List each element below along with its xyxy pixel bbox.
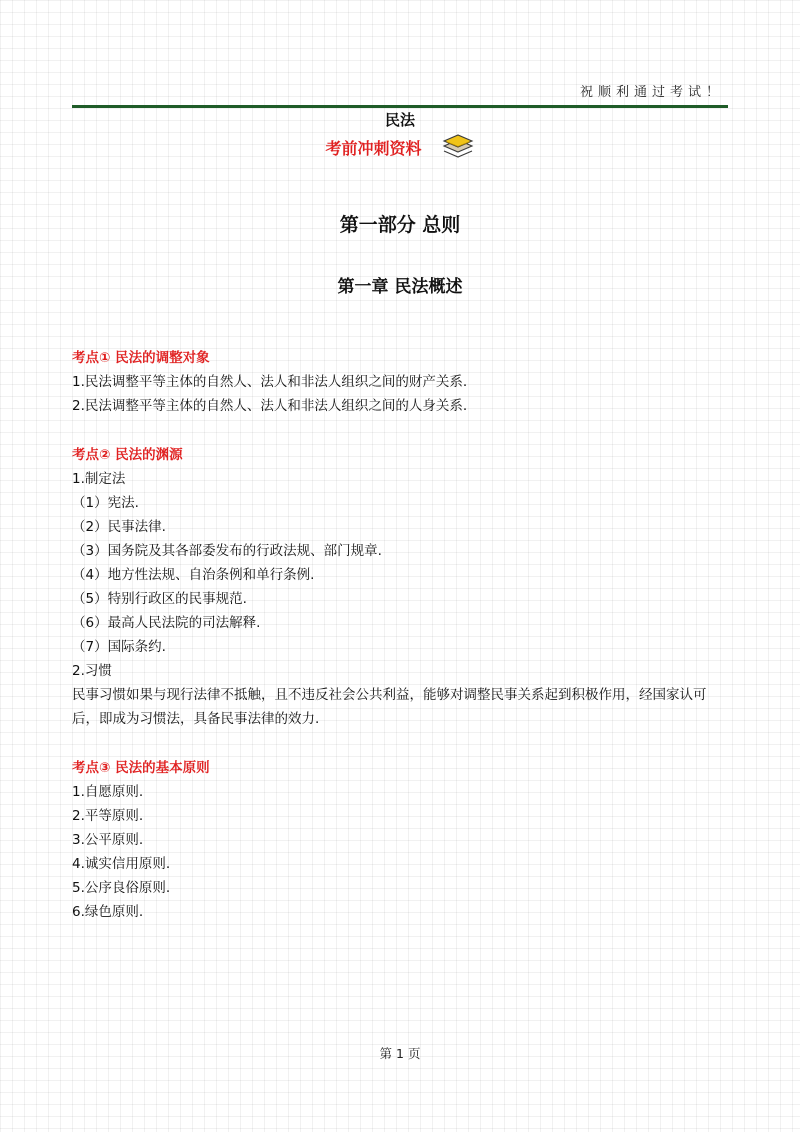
chapter-title: 第一章 民法概述: [337, 277, 463, 297]
list-item: 2.民法调整平等主体的自然人、法人和非法人组织之间的人身关系.: [72, 398, 468, 414]
list-item: （7）国际条约.: [72, 639, 166, 655]
page-number: 第 1 页: [379, 1046, 421, 1061]
doc-subtitle: 考前冲刺资料: [325, 138, 422, 158]
list-item: 4.诚实信用原则.: [72, 856, 171, 872]
subsection-title: 1.制定法: [72, 471, 126, 487]
list-item: 3.公平原则.: [72, 832, 144, 848]
header-tagline: 祝顺利通过考试！: [579, 85, 724, 100]
list-item: （2）民事法律.: [72, 519, 166, 535]
section-heading: 考点③ 民法的基本原则: [72, 760, 210, 776]
header-rule: [72, 105, 728, 108]
list-item: （3）国务院及其各部委发布的行政法规、部门规章.: [72, 543, 382, 559]
section-heading: 考点② 民法的渊源: [72, 447, 183, 463]
list-item: 5.公序良俗原则.: [72, 880, 171, 896]
subsection-title: 2.习惯: [72, 663, 112, 679]
content-body: [72, 346, 732, 924]
list-item: 6.绿色原则.: [72, 904, 144, 920]
doc-subtitle-row: [0, 132, 800, 162]
paragraph: 民事习惯如果与现行法律不抵触，且不违反社会公共利益，能够对调整民事关系起到积极作用，经国家认可后，即成为习惯法，具备民事法律的效力.: [72, 687, 707, 727]
list-item: 1.自愿原则.: [72, 784, 144, 800]
section-heading: 考点① 民法的调整对象: [72, 350, 210, 366]
list-item: （4）地方性法规、自治条例和单行条例.: [72, 567, 315, 583]
doc-title: 民法: [384, 111, 415, 129]
list-item: 1.民法调整平等主体的自然人、法人和非法人组织之间的财产关系.: [72, 374, 468, 390]
layers-icon: [441, 132, 475, 162]
list-item: 2.平等原则.: [72, 808, 144, 824]
part-title: 第一部分 总则: [339, 214, 461, 236]
list-item: （5）特别行政区的民事规范.: [72, 591, 247, 607]
list-item: （6）最高人民法院的司法解释.: [72, 615, 261, 631]
list-item: （1）宪法.: [72, 495, 139, 511]
